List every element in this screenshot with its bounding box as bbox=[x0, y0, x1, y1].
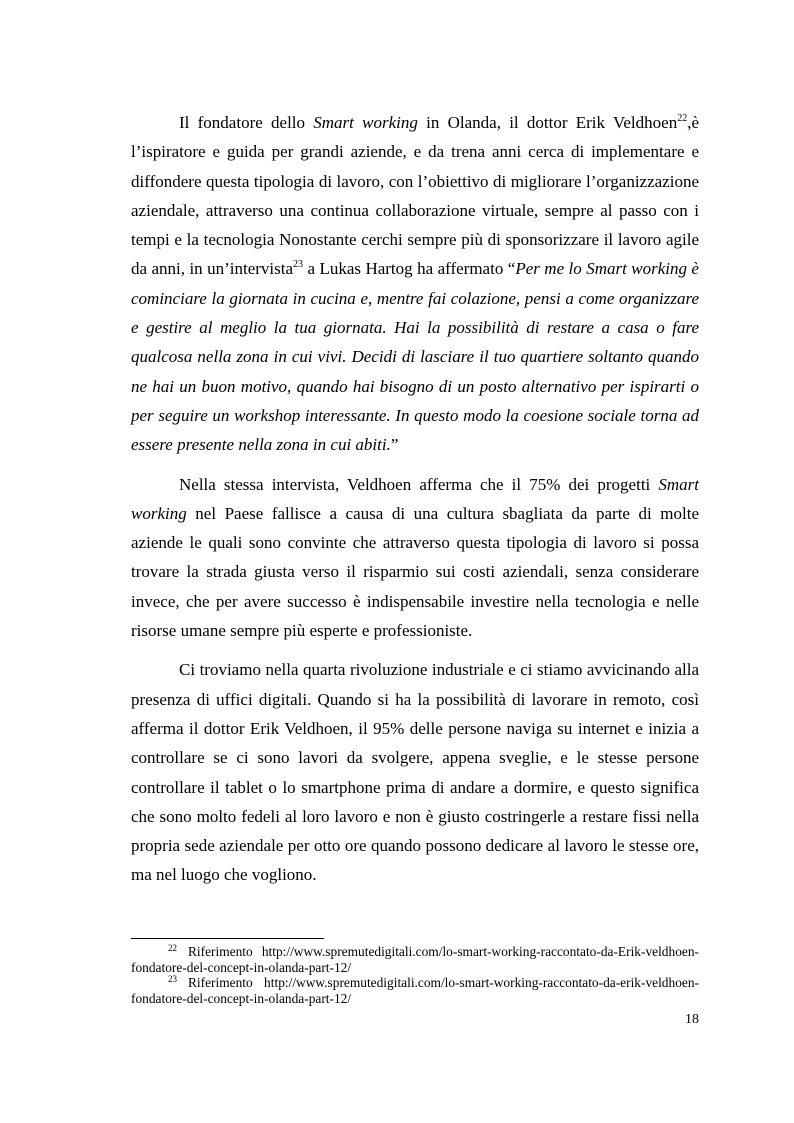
footnote-text[interactable]: Riferimento http://www.spremutedigitali.com/lo-smart-working-raccontato-da-Erik-veldhoen-fondatore-del-concept-in-olanda-part-12/ bbox=[131, 944, 699, 975]
emphasis-smart-working: Smart working bbox=[313, 113, 418, 132]
footnote-ref-23[interactable]: 23 bbox=[293, 259, 304, 271]
footnotes bbox=[131, 944, 699, 1006]
footnote-number: 22 bbox=[168, 943, 177, 953]
emphasis-smart-working: Smart working bbox=[131, 474, 699, 523]
footnote-22 bbox=[131, 944, 699, 975]
paragraph-2-text: Nella stessa intervista, Veldhoen afferma che il 75% dei progetti bbox=[179, 474, 659, 494]
paragraph-2 bbox=[131, 470, 699, 646]
paragraph-2-text: nel Paese fallisce a causa di una cultura sbagliata da parte di molte aziende le quali sono convinte che attraverso questa tipologia di lavoro si possa trovare la strada giusta verso il risparmio sui costi aziendali, senza considerare invece, che per avere successo è indispensabile investire nella tecnologia e nelle risorse umane sempre più esperte e professioniste. bbox=[131, 503, 699, 641]
closing-quote-mark: ” bbox=[390, 435, 399, 455]
page-number: 18 bbox=[685, 1012, 699, 1027]
paragraph-1 bbox=[131, 108, 699, 460]
paragraph-1-text: in Olanda, il dottor Erik Veldhoen bbox=[417, 113, 678, 132]
paragraph-1-text: Il fondatore dello bbox=[179, 113, 314, 132]
footnote-separator bbox=[131, 938, 324, 939]
footnote-ref-22[interactable]: 22 bbox=[677, 113, 688, 124]
body-text bbox=[131, 108, 699, 890]
footnote-text[interactable]: Riferimento http://www.spremutedigitali.com/lo-smart-working-raccontato-da-erik-veldhoen-fondatore-del-concept-in-olanda-part-12/ bbox=[131, 975, 699, 1006]
paragraph-3 bbox=[131, 655, 699, 889]
paragraph-1-text: ,è l’ispiratore e guida per grandi aziende, e da trena anni cerca di implementare e diffondere questa tipologia di lavoro, con l’obiettivo di migliorare l’organizzazione aziendale, attraverso una continua collaborazione virtuale, sempre al passo con i tempi e la tecnologia Nonostante cerchi sempre più di sponsorizzare il lavoro agile da anni, in un’intervista bbox=[131, 113, 699, 279]
paragraph-3-text: Ci troviamo nella quarta rivoluzione industriale e ci stiamo avvicinando alla presenza di uffici digitali. Quando si ha la possibilità di lavorare in remoto, così afferma il dottor Erik Veldhoen, il 95% delle persone naviga su internet e inizia a controllare se ci sono lavori da svolgere, appena sveglie, e le stesse persone controllare il tablet o lo smartphone prima di andare a dormire, e questo significa che sono molto fedeli al loro lavoro e non è giusto costringerle a restare fissi nella propria sede aziendale per otto ore quando possono dedicare al lavoro le stesse ore, ma nel luogo che vogliono. bbox=[131, 660, 699, 885]
interview-quote: Per me lo Smart working è cominciare la giornata in cucina e, mentre fai colazione, pensi a come organizzare e gestire al meglio la tua giornata. Hai la possibilità di restare a casa o fare qualcosa nella zona in cui vivi. Decidi di lasciare il tuo quartiere soltanto quando ne hai un buon motivo, quando hai bisogno di un posto alternativo per ispirarti o per seguire un workshop interessante. In questo modo la coesione sociale torna ad essere presente nella zona in cui abiti. bbox=[131, 259, 699, 455]
paragraph-1-text: a Lukas Hartog ha affermato “ bbox=[303, 259, 516, 279]
footnote-number: 23 bbox=[168, 974, 177, 985]
footnote-23 bbox=[131, 975, 699, 1006]
